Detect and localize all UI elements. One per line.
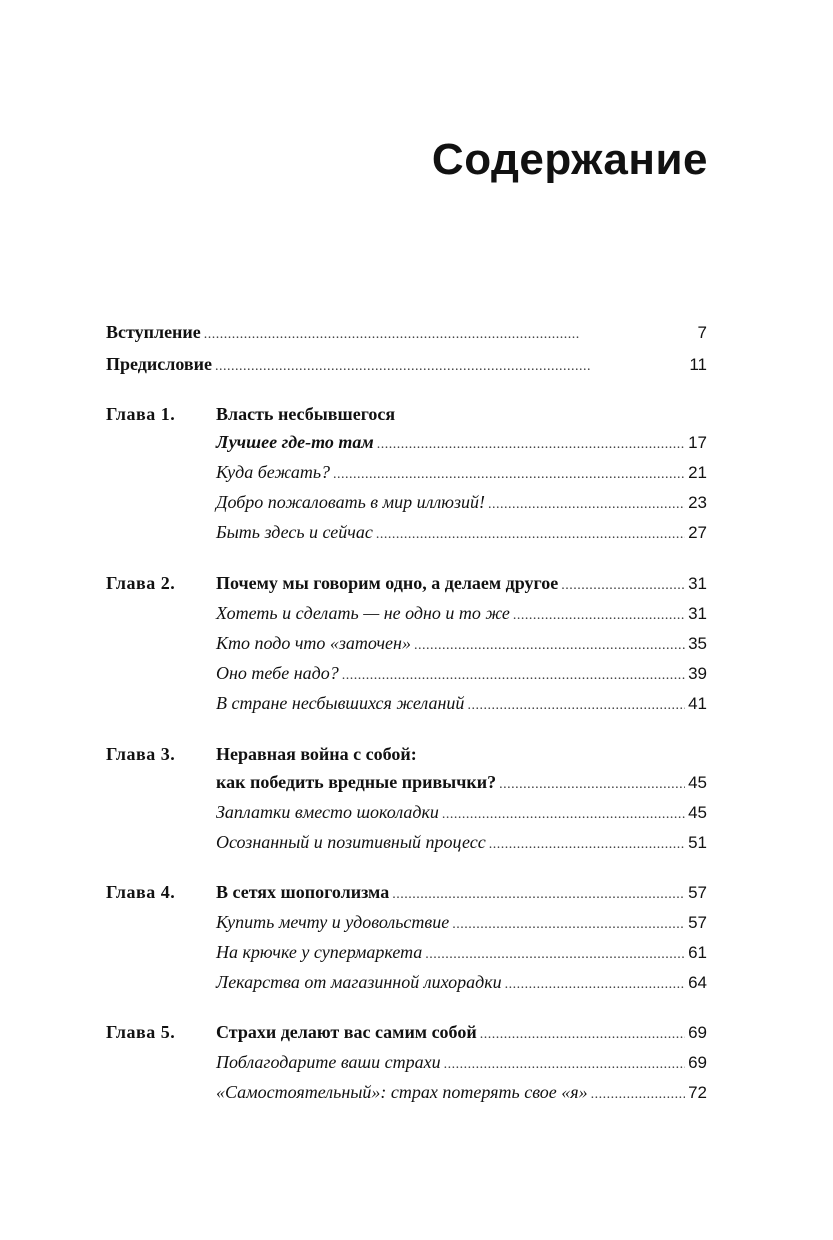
chapter-title[interactable]: Власть несбывшегося bbox=[216, 404, 396, 424]
toc-page-number: 57 bbox=[688, 913, 707, 932]
leader-dots bbox=[480, 1021, 685, 1049]
toc-page-number: 21 bbox=[688, 463, 707, 482]
leader-dots bbox=[499, 771, 685, 799]
toc-entry-title: Оно тебе надо? bbox=[216, 663, 339, 683]
toc-entry-title: Лучшее где-то там bbox=[216, 432, 374, 452]
toc-section[interactable] bbox=[216, 629, 707, 657]
toc-page-number: 61 bbox=[688, 943, 707, 962]
leader-dots bbox=[591, 1081, 685, 1109]
toc-entry-title: Осознанный и позитивный процесс bbox=[216, 832, 486, 852]
toc-section[interactable] bbox=[216, 968, 707, 996]
leader-dots bbox=[489, 831, 685, 859]
leader-dots bbox=[204, 321, 695, 349]
toc-entry-title: Поблагодарите ваши страхи bbox=[216, 1052, 441, 1072]
toc-page-number: 51 bbox=[688, 833, 707, 852]
toc-entry-title: Куда бежать? bbox=[216, 462, 331, 482]
chapter-title[interactable]: Неравная война с собой: bbox=[216, 744, 417, 764]
chapter-label: Глава 4. bbox=[106, 882, 176, 902]
toc-entry-title: Вступление bbox=[106, 322, 201, 342]
toc-entry-title: На крючке у супермаркета bbox=[216, 942, 423, 962]
leader-dots bbox=[376, 521, 685, 549]
toc-section[interactable] bbox=[216, 689, 707, 717]
leader-dots bbox=[505, 971, 685, 999]
toc-entry-title: Предисловие bbox=[106, 354, 212, 374]
toc-entry-title: Хотеть и сделать — не одно и то же bbox=[216, 603, 510, 623]
toc-page-number: 35 bbox=[688, 634, 707, 653]
leader-dots bbox=[442, 801, 685, 829]
chapter-title: как победить вредные привычки? bbox=[216, 772, 497, 792]
chapter-title: В сетях шопоголизма bbox=[216, 882, 390, 902]
leader-dots bbox=[333, 461, 685, 489]
leader-dots bbox=[467, 692, 685, 720]
toc-section[interactable] bbox=[216, 908, 707, 936]
chapter-label: Глава 3. bbox=[106, 744, 176, 764]
toc-page-number: 39 bbox=[688, 664, 707, 683]
toc-page-number: 45 bbox=[688, 803, 707, 822]
leader-dots bbox=[414, 632, 685, 660]
toc-page-number: 31 bbox=[688, 574, 707, 593]
chapter-label: Глава 2. bbox=[106, 573, 176, 593]
chapter-title: Почему мы говорим одно, а делаем другое bbox=[216, 573, 559, 593]
toc-page-number: 23 bbox=[688, 493, 707, 512]
toc-entry-title: Купить мечту и удовольствие bbox=[216, 912, 450, 932]
chapter-title-entry[interactable] bbox=[216, 768, 707, 796]
leader-dots bbox=[452, 911, 685, 939]
leader-dots bbox=[215, 353, 686, 381]
toc-page-number: 41 bbox=[688, 694, 707, 713]
toc-page-number: 7 bbox=[697, 323, 707, 342]
leader-dots bbox=[561, 572, 685, 600]
toc-page-number: 11 bbox=[689, 355, 707, 374]
toc-page-number: 64 bbox=[688, 973, 707, 992]
toc-section[interactable] bbox=[216, 599, 707, 627]
chapter-title-entry[interactable] bbox=[216, 878, 707, 906]
leader-dots bbox=[425, 941, 685, 969]
page-title: Содержание bbox=[431, 135, 708, 184]
toc-page-number: 69 bbox=[688, 1023, 707, 1042]
toc-section[interactable] bbox=[216, 1048, 707, 1076]
toc-page-number: 17 bbox=[688, 433, 707, 452]
toc-section[interactable] bbox=[216, 798, 707, 826]
leader-dots bbox=[488, 491, 685, 519]
toc-section[interactable] bbox=[216, 458, 707, 486]
chapter-title-entry[interactable] bbox=[216, 1018, 707, 1046]
toc-section[interactable] bbox=[216, 659, 707, 687]
toc-page-number: 31 bbox=[688, 604, 707, 623]
toc-page-number: 27 bbox=[688, 523, 707, 542]
toc-page-number: 45 bbox=[688, 773, 707, 792]
toc-entry-introduction[interactable] bbox=[106, 318, 707, 346]
leader-dots bbox=[513, 602, 685, 630]
toc-page-number: 72 bbox=[688, 1083, 707, 1102]
leader-dots bbox=[392, 881, 685, 909]
toc-entry-title: Кто подо что «заточен» bbox=[216, 633, 411, 653]
toc-section[interactable] bbox=[216, 488, 707, 516]
leader-dots bbox=[377, 431, 685, 459]
toc-page-number: 69 bbox=[688, 1053, 707, 1072]
chapter-title: Страхи делают вас самим собой bbox=[216, 1022, 477, 1042]
toc-entry-title: Добро пожаловать в мир иллюзий! bbox=[216, 492, 485, 512]
toc-entry-title: «Самостоятельный»: страх потерять свое «я» bbox=[216, 1082, 588, 1102]
toc-entry-preface[interactable] bbox=[106, 350, 707, 378]
leader-dots bbox=[342, 662, 685, 690]
toc-page-number: 57 bbox=[688, 883, 707, 902]
toc-entry-title: В стране несбывшихся желаний bbox=[216, 693, 465, 713]
toc-entry-title: Быть здесь и сейчас bbox=[216, 522, 373, 542]
chapter-label: Глава 5. bbox=[106, 1022, 176, 1042]
chapter-label: Глава 1. bbox=[106, 404, 176, 424]
toc-section[interactable] bbox=[216, 938, 707, 966]
toc-section[interactable] bbox=[216, 1078, 707, 1106]
chapter-title-entry[interactable] bbox=[216, 569, 707, 597]
leader-dots bbox=[444, 1051, 686, 1079]
toc-entry-title: Заплатки вместо шоколадки bbox=[216, 802, 439, 822]
toc-section[interactable] bbox=[216, 428, 707, 456]
toc-entry-title: Лекарства от магазинной лихорадки bbox=[216, 972, 502, 992]
toc-section[interactable] bbox=[216, 828, 707, 856]
toc-section[interactable] bbox=[216, 518, 707, 546]
